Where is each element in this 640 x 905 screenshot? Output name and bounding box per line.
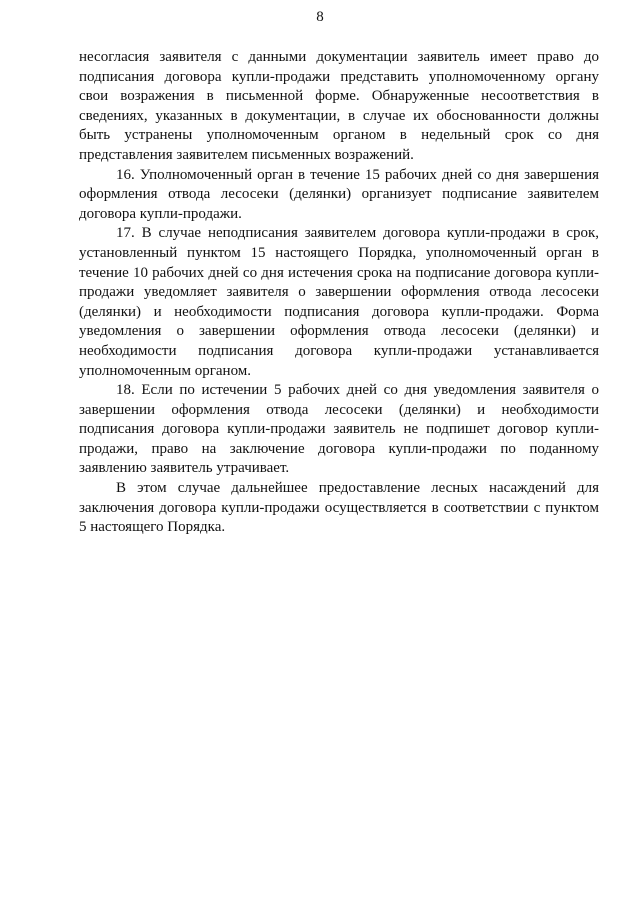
paragraph-18: 18. Если по истечении 5 рабочих дней со дня уведомления заявителя о завершении оформления отвода лесосеки (делянки) и необходимости подписания договора купли-продажи заявитель не подпишет договор купли-продажи, право на заключение договора купли-продажи по поданному заявлению заявитель утрачивает. [79, 382, 599, 477]
paragraph-16: 16. Уполномоченный орган в течение 15 рабочих дней со дня завершения оформления отвода лесосеки (делянки) организует подписание заявителем договора купли-продажи. [79, 166, 599, 222]
paragraph-continuation: несогласия заявителя с данными документации заявитель имеет право до подписания договора купли-продажи представить уполномоченному органу свои возражения в письменной форме. Обнаруженные несоответствия в сведениях, указанных в документации, в случае их обоснованности должны быть устранены уполномоченным органом в недельный срок со дня представления заявителем письменных возражений. [79, 49, 599, 163]
paragraph-18-continuation: В этом случае дальнейшее предоставление лесных насаждений для заключения договора купли-продажи осуществляется в соответствии с пунктом 5 настоящего Порядка. [79, 480, 599, 536]
page-number: 8 [316, 9, 324, 25]
paragraph-17: 17. В случае неподписания заявителем договора купли-продажи в срок, установленный пунктом 15 настоящего Порядка, уполномоченный орган в течение 10 рабочих дней со дня истечения срока на подписание договора купли-продажи уведомляет заявителя о завершении оформления отвода лесосеки (делянки) и необходимости подписания договора купли-продажи. Форма уведомления о завершении оформления отвода лесосеки (делянки) и необходимости подписания договора купли-продажи устанавливается уполномоченным органом. [79, 225, 599, 379]
document-body [79, 48, 599, 538]
